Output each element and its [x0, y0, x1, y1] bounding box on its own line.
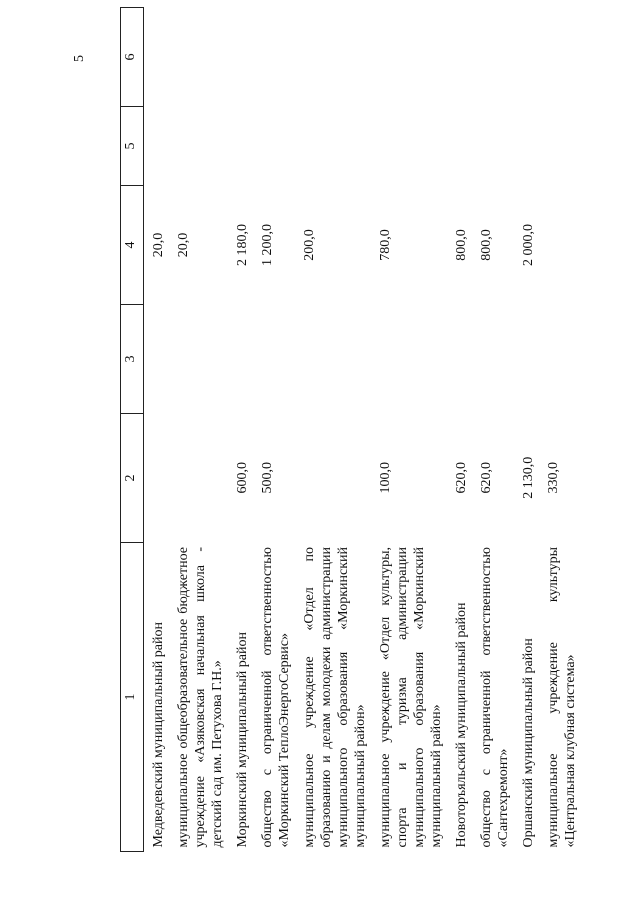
row-name: муниципальное учреждение культуры «Центральная клубная система»: [546, 547, 578, 848]
row-col-4: 780,0: [378, 229, 393, 261]
row-col-6: [144, 8, 170, 107]
row-col-6: [514, 8, 539, 107]
table-row: [514, 8, 539, 852]
page-number: 5: [72, 55, 87, 62]
row-col-2: 330,0: [546, 462, 561, 494]
row-name: муниципальное учреждение «Отдел культуры, спорта и туризма администрации муниципального образования «Моркинский муниципальный район»: [378, 547, 444, 848]
row-col-3: [514, 305, 539, 414]
row-col-4: 20,0: [176, 232, 191, 258]
row-col-6: [228, 8, 253, 107]
row-name: Моркинский муниципальный район: [235, 631, 250, 848]
row-col-2: [295, 414, 371, 543]
row-col-6: [253, 8, 295, 107]
header-col-3: 3: [121, 305, 144, 414]
row-col-6: [472, 8, 514, 107]
row-col-2: 620,0: [454, 462, 469, 494]
row-col-2: 2 130,0: [521, 456, 536, 499]
row-col-2: [169, 414, 228, 543]
table-row: [253, 8, 295, 852]
table-row: [144, 8, 170, 852]
row-col-6: [539, 8, 581, 107]
header-col-4: 4: [121, 186, 144, 305]
table-row: [169, 8, 228, 852]
row-col-4: 200,0: [302, 229, 317, 261]
table-header-row: [121, 8, 144, 852]
row-col-4: 20,0: [151, 232, 166, 258]
row-col-3: [295, 305, 371, 414]
row-col-3: [539, 305, 581, 414]
header-col-2: 2: [121, 414, 144, 543]
row-col-2: 500,0: [260, 462, 275, 494]
row-col-3: [472, 305, 514, 414]
table-row: [295, 8, 371, 852]
rotated-table-sheet: [120, 53, 578, 852]
row-col-6: [295, 8, 371, 107]
row-col-5: [228, 107, 253, 186]
table-row: [539, 8, 581, 852]
row-col-3: [144, 305, 170, 414]
row-col-5: [371, 107, 447, 186]
table-row: [447, 8, 472, 852]
row-col-2: 100,0: [378, 462, 393, 494]
row-col-4: 800,0: [479, 229, 494, 261]
row-col-6: [447, 8, 472, 107]
row-col-4: [539, 186, 581, 305]
row-col-6: [371, 8, 447, 107]
table-row: [228, 8, 253, 852]
row-col-5: [253, 107, 295, 186]
row-col-4: 2 000,0: [521, 224, 536, 266]
row-name: Новоторъяльский муниципальный район: [454, 602, 469, 848]
row-col-2: 620,0: [479, 462, 494, 494]
row-col-3: [253, 305, 295, 414]
row-name: муниципальное учреждение «Отдел по образованию и делам молодежи администрации муниципального образования «Моркинский муниципальный район»: [302, 547, 368, 848]
row-col-4: 800,0: [454, 229, 469, 261]
row-name: общество с ограниченной ответственностью «Сантехремонт»: [479, 547, 511, 848]
row-col-4: 1 200,0: [260, 224, 275, 266]
row-col-5: [295, 107, 371, 186]
row-col-5: [539, 107, 581, 186]
row-col-3: [447, 305, 472, 414]
row-col-5: [514, 107, 539, 186]
row-col-2: [144, 414, 170, 543]
row-name: Оршанский муниципальный район: [521, 638, 536, 848]
budget-table: [120, 7, 581, 852]
header-col-1: 1: [121, 543, 144, 852]
row-col-5: [472, 107, 514, 186]
row-col-2: 600,0: [235, 462, 250, 494]
header-col-5: 5: [121, 107, 144, 186]
row-col-5: [144, 107, 170, 186]
row-name: Медведевский муниципальный район: [151, 622, 166, 848]
row-col-4: 2 180,0: [235, 224, 250, 266]
row-col-5: [447, 107, 472, 186]
table-row: [371, 8, 447, 852]
row-col-3: [371, 305, 447, 414]
table-row: [472, 8, 514, 852]
row-col-5: [169, 107, 228, 186]
row-name: муниципальное общеобразовательное бюджетное учреждение «Азяковская начальная школа - детский сад им. Петухова Г.Н.»: [176, 547, 225, 848]
row-name: общество с ограниченной ответственностью «Моркинский ТеплоЭнергоСервис»: [260, 547, 292, 848]
row-col-3: [169, 305, 228, 414]
row-col-6: [169, 8, 228, 107]
header-col-6: 6: [121, 8, 144, 107]
row-col-3: [228, 305, 253, 414]
